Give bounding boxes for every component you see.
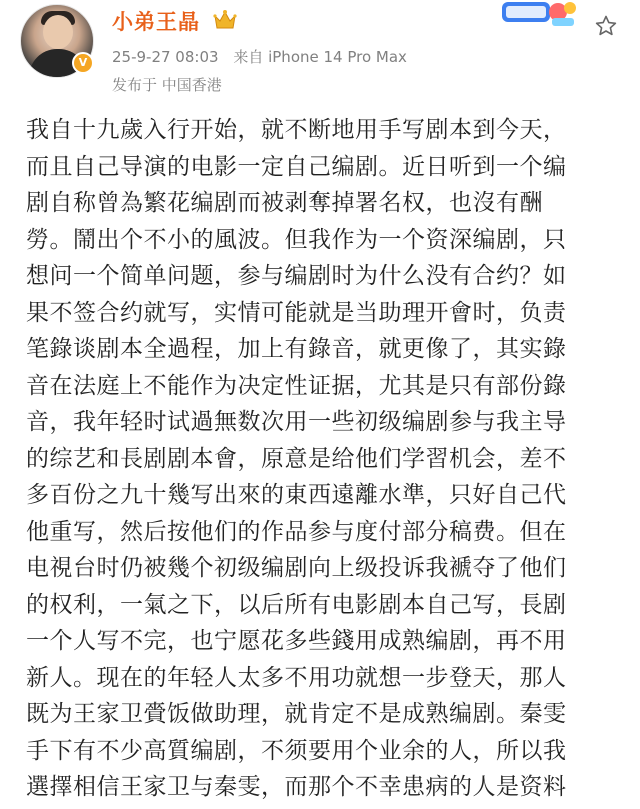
crown-icon xyxy=(212,8,238,32)
post-body xyxy=(26,112,626,806)
post-text-line: 新人。现在的年轻人太多不用功就想一步登天，那人 xyxy=(26,664,567,691)
post-source: 来自 iPhone 14 Pro Max xyxy=(233,48,407,66)
post-text-line: 果不签合约就写，实情可能就是当助理开會时，负责 xyxy=(26,299,567,326)
post-text-line: 他重写，然后按他们的作品参与度付部分稿费。但在 xyxy=(26,518,567,545)
post-timestamp: 25-9-27 08:03 xyxy=(112,48,219,66)
post-location: 发布于 中国香港 xyxy=(112,76,222,94)
post-text-line: 剧自称曾為繁花编剧而被剥奪掉署名权，也沒有酬 xyxy=(26,190,543,216)
post-text-line: 既为王家卫賫饭做助理，就肯定不是成熟编剧。秦雯 xyxy=(26,701,567,727)
post-text-line: 音在法庭上不能作为决定性证据，尤其是只有部份錄 xyxy=(26,372,567,399)
promo-sticker-icon[interactable] xyxy=(500,0,580,28)
post-header xyxy=(0,0,640,110)
post-text-line: 勞。鬧出个不小的風波。但我作为一个资深编剧，只 xyxy=(26,226,567,253)
post-text-line: 音，我年轻时试過無数次用一些初级编剧参与我主导 xyxy=(26,409,567,435)
post-text-line: 選擇相信王家卫与秦雯，而那个不幸患病的人是资料 xyxy=(26,774,567,800)
post-text-line: 一个人写不完，也宁愿花多些錢用成熟编剧，再不用 xyxy=(26,628,567,654)
post-text-line: 的综艺和長剧剧本會，原意是给他们学習机会，差不 xyxy=(26,445,567,472)
post-text-line: 我自十九歲入行开始，就不断地用手写剧本到今天， xyxy=(26,117,567,143)
post-text-line: 的权利，一氣之下，以后所有电影剧本自己写，長剧 xyxy=(26,591,567,618)
star-icon[interactable] xyxy=(594,14,618,38)
post-text-line: 电視台时仍被幾个初级编剧向上级投诉我褫夺了他们 xyxy=(26,555,567,581)
post-text-line: 笔錄谈剧本全過程，加上有錄音，就更像了，其实錄 xyxy=(26,336,567,362)
post-text-line: 手下有不少高質编剧，不须要用个业余的人，所以我 xyxy=(26,737,567,764)
verified-v-icon: V xyxy=(72,52,94,74)
post-text-line: 想问一个简单问题，参与编剧时为什么没有合约？如 xyxy=(26,263,567,289)
author-name[interactable]: 小弟王晶 xyxy=(112,10,200,34)
avatar-face xyxy=(43,15,73,49)
post-meta xyxy=(112,46,407,67)
post-text-line: 多百份之九十幾写出來的東西遠離水準，只好自己代 xyxy=(26,482,567,508)
post-text-line: 而且自己导演的电影一定自己编剧。近日听到一个编 xyxy=(26,153,567,180)
